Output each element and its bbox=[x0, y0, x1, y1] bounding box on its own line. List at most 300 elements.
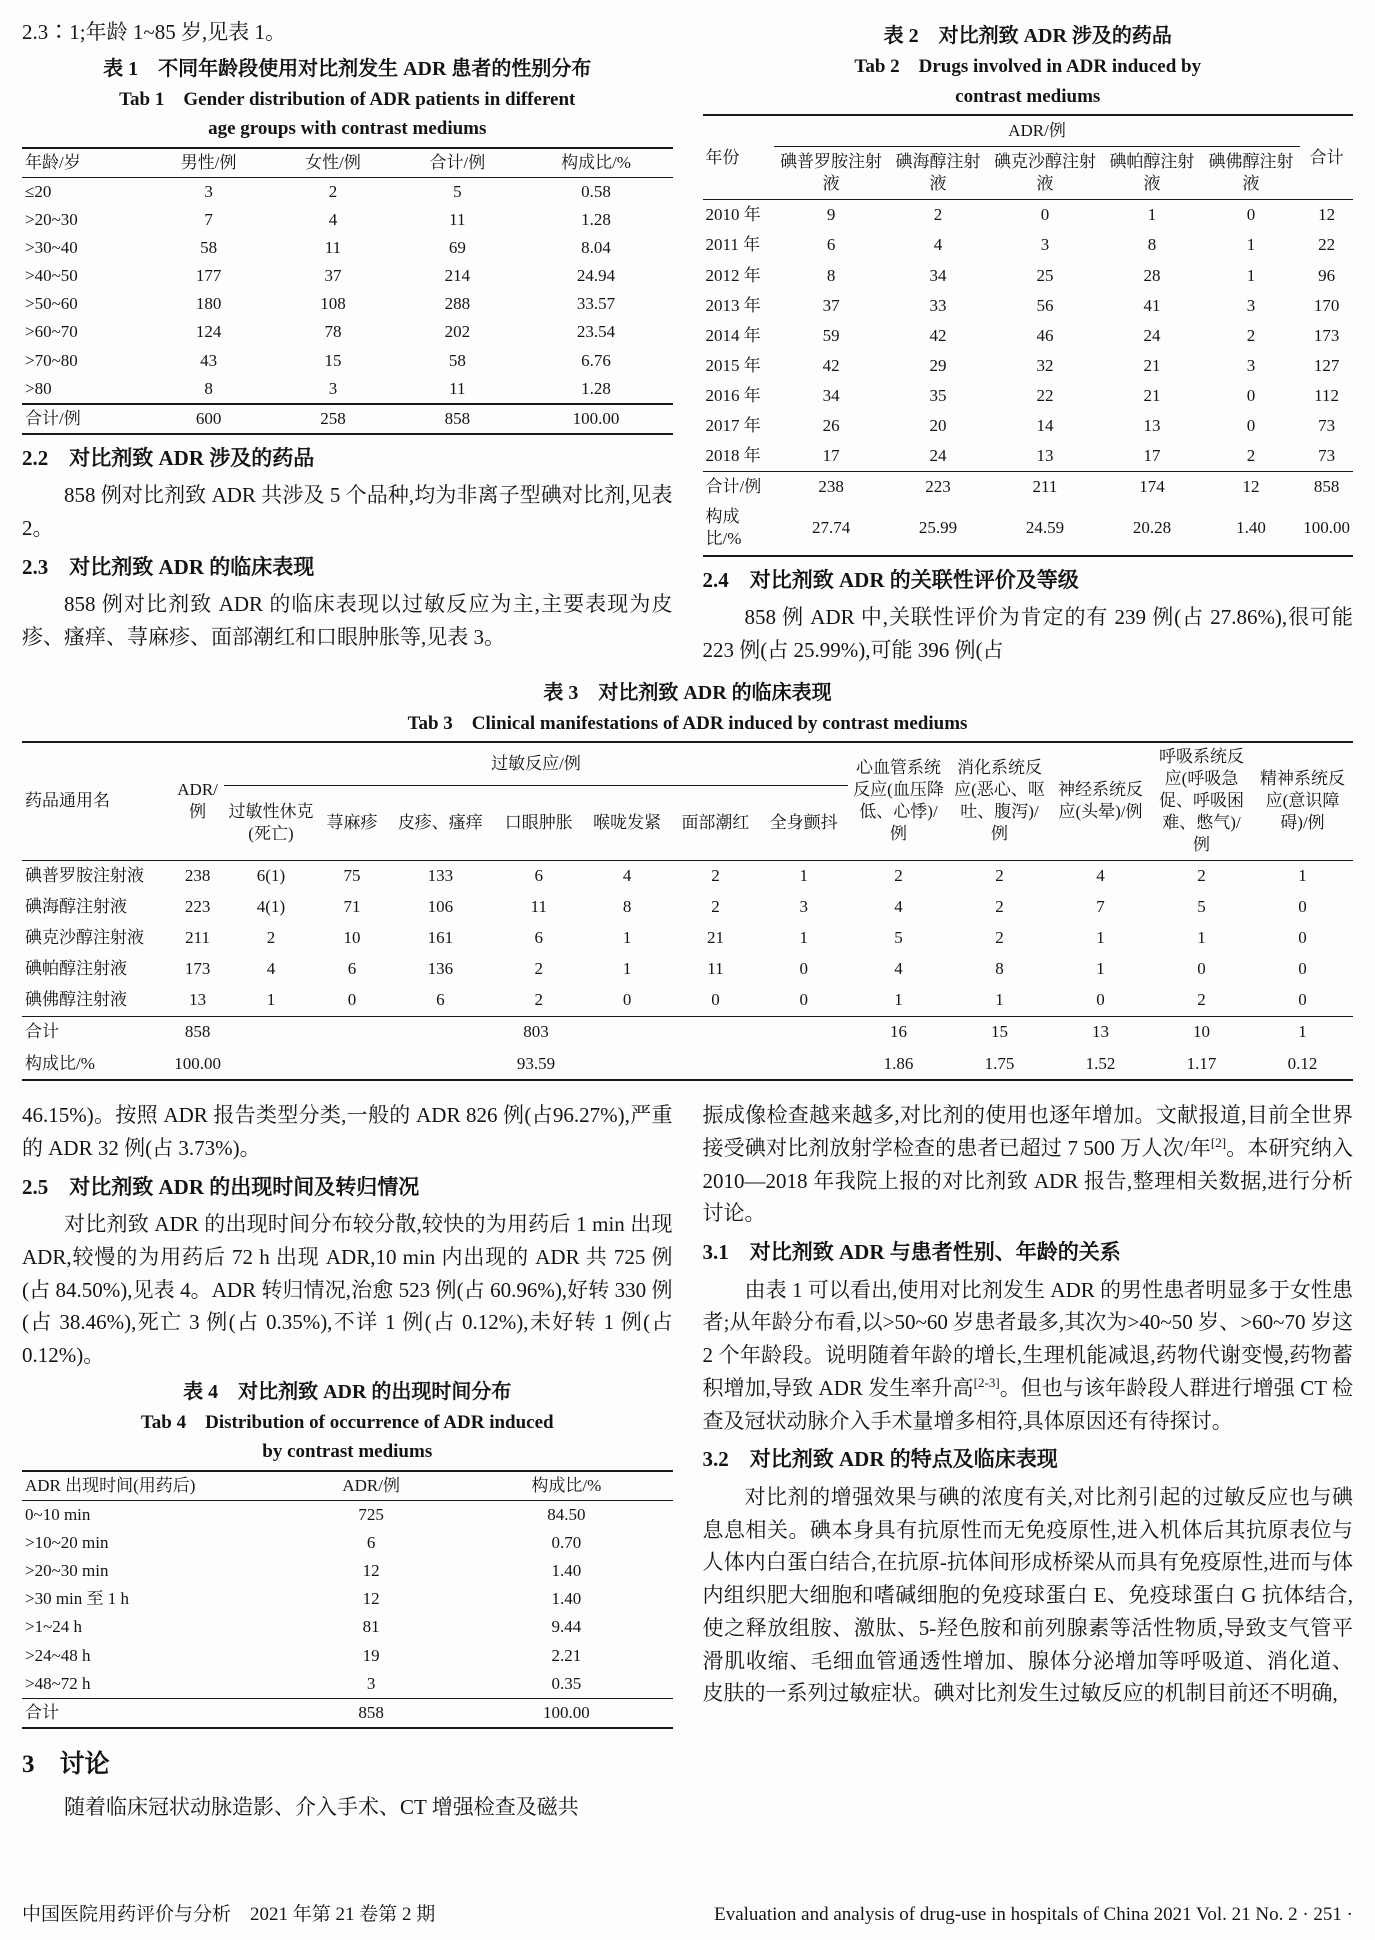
table-cell: 6 bbox=[534, 928, 544, 948]
table-row bbox=[22, 318, 673, 346]
table-cell: 42 bbox=[822, 355, 840, 375]
table-cell: 75 bbox=[318, 860, 386, 892]
table-cell: 合计/例 bbox=[703, 472, 774, 503]
table-cell: 6(1) bbox=[224, 860, 318, 892]
paragraph-text: 。但也与该年龄段人群进行增强 CT 检查及冠状动脉介入手术量增多相符,具体原因还有待探讨。 bbox=[702, 1375, 1353, 1433]
table-row bbox=[703, 147, 1354, 200]
table-cell: 108 bbox=[320, 294, 346, 314]
table-cell: 3 bbox=[799, 897, 809, 917]
table-cell: 2018 年 bbox=[705, 446, 761, 466]
heading-2-3: 2.3 对比剂致 ADR 的临床表现 bbox=[22, 554, 315, 579]
page-footer bbox=[22, 1889, 1353, 1926]
table-cell: 288 bbox=[444, 294, 471, 314]
table1-title-en-line2: age groups with contrast mediums bbox=[208, 118, 487, 140]
table-cell: 1.40 bbox=[551, 1589, 582, 1609]
table-cell: 10 bbox=[1151, 1016, 1252, 1048]
table-cell: 1 bbox=[622, 928, 632, 948]
table-cell: 13 bbox=[1036, 446, 1054, 466]
table-cell: 100.00 bbox=[460, 1698, 672, 1728]
table-cell: 7 bbox=[1096, 897, 1105, 917]
table-cell: 1 bbox=[266, 990, 276, 1010]
table-cell: 碘佛醇注射液 bbox=[25, 990, 127, 1010]
table-cell: 26 bbox=[822, 416, 840, 436]
table-cell: 858 bbox=[171, 1016, 224, 1048]
paragraph-2-2: 858 例对比剂致 ADR 共涉及 5 个品种,均为非离子型碘对比剂,见表 2。 bbox=[22, 483, 673, 541]
table-row bbox=[22, 1585, 673, 1613]
table-cell: 1 bbox=[1096, 928, 1105, 948]
table-row bbox=[703, 261, 1354, 291]
table-cell: 5 bbox=[894, 928, 903, 948]
table-cell: 13 bbox=[189, 990, 207, 1010]
table-cell: 161 bbox=[427, 928, 454, 948]
table-cell: 106 bbox=[427, 897, 454, 917]
table-cell: 93.59 bbox=[516, 1053, 556, 1073]
reference-marker: [2-3] bbox=[973, 1374, 1000, 1390]
table-header-cell: 心血管系统反应(血压降低、心悸)/例 bbox=[853, 758, 944, 844]
table-cell: 214 bbox=[444, 266, 471, 286]
table-cell: 0.35 bbox=[551, 1673, 582, 1693]
table-cell: 21 bbox=[1143, 355, 1161, 375]
table-cell: 223 bbox=[888, 472, 988, 503]
table-cell: 170 bbox=[1313, 295, 1340, 315]
paragraph-text: 。本研究纳入 2010—2018 年我院上报的对比剂致 ADR 报告,整理相关数据,进行分析讨论。 bbox=[702, 1135, 1353, 1226]
table-cell: 11 bbox=[707, 959, 724, 979]
table-cell: 211 bbox=[185, 928, 211, 948]
table-cell: 22 bbox=[1036, 385, 1054, 405]
table-header-cell: 口眼肿胀 bbox=[504, 812, 573, 832]
right-column-top bbox=[703, 16, 1354, 667]
table-cell: 8 bbox=[622, 897, 632, 917]
table-cell: 5 bbox=[1197, 897, 1206, 917]
table-cell: >80 bbox=[25, 378, 52, 398]
table-cell: 2 bbox=[848, 860, 949, 892]
table-cell: 8 bbox=[995, 959, 1004, 979]
heading-3-2: 3.2 对比剂致 ADR 的特点及临床表现 bbox=[702, 1447, 1058, 1472]
table-cell: 41 bbox=[1143, 295, 1161, 315]
table-header-cell: 荨麻疹 bbox=[326, 812, 378, 832]
table-header-cell: 呼吸系统反应(呼吸急促、呼吸困难、憋气)/例 bbox=[1159, 747, 1244, 855]
table-cell: 4 bbox=[266, 959, 276, 979]
table-row bbox=[703, 441, 1354, 472]
table-cell: 4 bbox=[1050, 860, 1151, 892]
table-cell: 25.99 bbox=[918, 518, 958, 538]
table-cell: ≤20 bbox=[22, 177, 146, 206]
table-header-cell: 过敏性休克(死亡) bbox=[228, 801, 314, 843]
table-cell: 78 bbox=[324, 322, 342, 342]
table-cell: 211 bbox=[988, 472, 1102, 503]
table-cell: >30 min 至 1 h bbox=[25, 1589, 130, 1609]
table-row bbox=[22, 923, 1353, 954]
table-cell: 238 bbox=[774, 472, 888, 503]
table-cell: 238 bbox=[171, 860, 224, 892]
paragraph-2-5: 对比剂致 ADR 的出现时间分布较分散,较快的为用药后 1 min 出现 ADR,较慢的为用药后 72 h 出现 ADR,10 min 内出现的 ADR 共 725 例(占 84.50%),见表 4。ADR 转归情况,治愈 523 例(占 60.96%),好转 330 例(占 38.46%),死亡 3 例(占 0.35%),不详 1 例(占 0.12%),未好转 1 例(占 0.12%)。 bbox=[22, 1212, 673, 1368]
table-row bbox=[703, 200, 1354, 231]
table-cell: 8 bbox=[1147, 235, 1157, 255]
table-header-cell: ADR 出现时间(用药后) bbox=[25, 1476, 196, 1496]
table-cell: 35 bbox=[929, 385, 947, 405]
table-cell: 100.00 bbox=[174, 1053, 221, 1073]
table-row bbox=[22, 234, 673, 262]
table-row bbox=[703, 115, 1354, 147]
table-cell: >24~48 h bbox=[25, 1645, 91, 1665]
table-cell: 133 bbox=[386, 860, 495, 892]
table-cell: 2 bbox=[1197, 990, 1206, 1010]
table-cell: 112 bbox=[1314, 385, 1340, 405]
table-header-cell: 构成比/% bbox=[531, 1476, 602, 1496]
table-cell: 碘帕醇注射液 bbox=[25, 959, 127, 979]
table-row bbox=[22, 262, 673, 290]
table-row bbox=[22, 1529, 673, 1557]
table-cell: 6 bbox=[495, 860, 583, 892]
table1-body bbox=[22, 177, 673, 433]
table-cell: 24.59 bbox=[1025, 518, 1065, 538]
table4-title-en-line2: by contrast mediums bbox=[262, 1441, 433, 1463]
table4-occurrence-time bbox=[22, 1470, 673, 1729]
table-cell: 0 bbox=[1298, 990, 1307, 1010]
table-cell: 2010 年 bbox=[703, 200, 774, 231]
table-cell: >50~60 bbox=[25, 294, 78, 314]
table-cell: 71 bbox=[343, 897, 361, 917]
table-cell: 8 bbox=[204, 378, 213, 398]
table-cell: 73 bbox=[1318, 416, 1336, 436]
table-cell: 4 bbox=[328, 210, 338, 230]
paragraph-text: 由表 1 可以看出,使用对比剂发生 ADR 的男性患者明显多于女性患者;从年龄分布看,以>50~60 岁患者最多,其次为>40~50 岁、>60~70 岁这 2 个年龄段。说明随着年龄的增长,生理机能减退,药物代谢变慢,药物蓄积增加,导致 ADR 发生率升高 bbox=[702, 1277, 1353, 1400]
table-cell: 2012 年 bbox=[705, 265, 761, 285]
table-cell: 34 bbox=[929, 265, 947, 285]
table2-title-cn: 表 2 对比剂致 ADR 涉及的药品 bbox=[883, 25, 1172, 47]
table-cell: 858 bbox=[282, 1698, 460, 1728]
table-cell: 173 bbox=[184, 959, 211, 979]
table-header-cell: 年龄/岁 bbox=[25, 152, 81, 172]
table-cell: 24 bbox=[929, 446, 947, 466]
table-cell: 23.54 bbox=[576, 322, 616, 342]
table-row bbox=[22, 1501, 673, 1530]
top-section bbox=[22, 16, 1353, 667]
table-cell: 4 bbox=[583, 860, 671, 892]
table-cell: 3 bbox=[146, 177, 270, 206]
table-cell: >20~30 bbox=[25, 210, 78, 230]
table-cell: 124 bbox=[195, 322, 222, 342]
paragraph-3-1 bbox=[703, 1274, 1354, 1438]
table-cell: 1 bbox=[799, 928, 809, 948]
paragraph-3-2: 对比剂的增强效果与碘的浓度有关,对比剂引起的过敏反应也与碘息息相关。碘本身具有抗原性而无免疫原性,进入机体后其抗原表位与人体内白蛋白结合,在抗原-抗体间形成桥梁从而具有免疫原性,进而与体内组织肥大细胞和嗜碱细胞的免疫球蛋白 E、免疫球蛋白 G 抗体结合,使之释放组胺、激肽、5-羟色胺和前列腺素等活性物质,导致支气管平滑肌收缩、毛细血管通透性增加、腺体分泌增加等呼吸道、消化道、皮肤的一系列过敏症状。碘对比剂发生过敏反应的机制目前还不明确, bbox=[702, 1484, 1353, 1706]
paragraph-2-4-continued: 46.15%)。按照 ADR 报告类型分类,一般的 ADR 826 例(占96.27%),严重的 ADR 32 例(占 3.73%)。 bbox=[22, 1103, 673, 1160]
table-row bbox=[703, 472, 1354, 503]
table-header-cell: 精神系统反应(意识障碍)/例 bbox=[1260, 769, 1345, 833]
table-row bbox=[22, 375, 673, 404]
table-cell: 7 bbox=[204, 210, 213, 230]
table-cell: 3 bbox=[328, 378, 338, 398]
table-cell: 2 bbox=[949, 860, 1050, 892]
table-cell: >70~80 bbox=[25, 350, 78, 370]
table-cell: 2011 年 bbox=[705, 235, 761, 255]
table-cell: 0 bbox=[1298, 897, 1307, 917]
table-cell: 2 bbox=[534, 990, 544, 1010]
table-row bbox=[22, 404, 673, 434]
table-row bbox=[703, 230, 1354, 260]
table-cell: 33.57 bbox=[576, 294, 616, 314]
table-cell: 725 bbox=[282, 1501, 460, 1530]
table-header-group-cell: 过敏反应/例 bbox=[224, 742, 848, 785]
table-row bbox=[22, 290, 673, 318]
table-cell: 58 bbox=[448, 350, 466, 370]
heading-2-5: 2.5 对比剂致 ADR 的出现时间及转归情况 bbox=[22, 1174, 420, 1199]
table-cell: 17 bbox=[1143, 446, 1161, 466]
table-cell: 12 bbox=[362, 1561, 380, 1581]
table3-clinical-manifestations bbox=[22, 741, 1353, 1081]
table-row bbox=[703, 381, 1354, 411]
table-row bbox=[22, 1016, 1353, 1048]
table-row bbox=[703, 502, 1354, 555]
table-cell: 22 bbox=[1318, 235, 1336, 255]
table-header-cell: 男性/例 bbox=[180, 152, 237, 172]
table-cell: 600 bbox=[146, 404, 270, 434]
table-cell: 4 bbox=[894, 897, 903, 917]
table-cell: 0 bbox=[799, 990, 809, 1010]
table-cell: 6.76 bbox=[581, 350, 611, 370]
intro-line: 2.3∶1;年龄 1~85 岁,见表 1。 bbox=[22, 20, 286, 44]
table-row bbox=[22, 177, 673, 206]
table-row bbox=[22, 148, 673, 178]
table-cell: 构成比/% bbox=[25, 1053, 95, 1073]
table-cell: 43 bbox=[200, 350, 218, 370]
table-cell: 1 bbox=[894, 990, 903, 1010]
table-cell: 4 bbox=[933, 235, 943, 255]
table-cell: 2 bbox=[271, 177, 395, 206]
table-cell: 25 bbox=[1036, 265, 1054, 285]
table-cell: 21 bbox=[706, 928, 724, 948]
table-cell: 33 bbox=[929, 295, 947, 315]
paragraph-text: 振成像检查越来越多,对比剂的使用也逐年增加。文献报道,目前全世界接受碘对比剂放射学检查的患者已超过 7 500 万人次/年 bbox=[702, 1103, 1353, 1160]
table-header-cell: 合计 bbox=[1309, 147, 1344, 167]
table-cell: 2 bbox=[266, 928, 276, 948]
table4-title-en-line1: Tab 4 Distribution of occurrence of ADR induced bbox=[140, 1411, 554, 1433]
table-cell: 0.12 bbox=[1287, 1053, 1318, 1073]
table-cell: 1.17 bbox=[1186, 1053, 1217, 1073]
left-column-bottom bbox=[22, 1099, 673, 1824]
table-cell: 202 bbox=[444, 322, 471, 342]
table-cell: 2017 年 bbox=[705, 416, 761, 436]
table-row bbox=[22, 347, 673, 375]
paragraph-2-3: 858 例对比剂致 ADR 的临床表现以过敏反应为主,主要表现为皮疹、瘙痒、荨麻疹、面部潮红和口眼肿胀等,见表 3。 bbox=[22, 592, 673, 650]
table-header-cell: 神经系统反应(头晕)/例 bbox=[1058, 780, 1143, 822]
table4-title-cn: 表 4 对比剂致 ADR 的出现时间分布 bbox=[183, 1380, 512, 1403]
table-cell: >60~70 bbox=[25, 322, 78, 342]
table-cell: 177 bbox=[195, 266, 222, 286]
left-column-top bbox=[22, 16, 673, 667]
table-cell: 1.75 bbox=[984, 1053, 1015, 1073]
table-cell: 11 bbox=[449, 210, 466, 230]
table-cell: 2 bbox=[995, 897, 1004, 917]
table-cell: 2 bbox=[1151, 860, 1252, 892]
table-cell: 13 bbox=[1143, 416, 1161, 436]
table-cell: 2 bbox=[1246, 325, 1256, 345]
heading-2-2: 2.2 对比剂致 ADR 涉及的药品 bbox=[22, 445, 315, 470]
table-cell: 0 bbox=[711, 990, 720, 1010]
table-header-cell: 全身颤抖 bbox=[769, 812, 838, 832]
table-row bbox=[22, 1670, 673, 1699]
table-cell: 3 bbox=[366, 1673, 376, 1693]
table-cell: 2 bbox=[711, 897, 720, 917]
table-cell: 1 bbox=[1252, 860, 1353, 892]
table-row bbox=[22, 1613, 673, 1641]
paragraph-2-4: 858 例 ADR 中,关联性评价为肯定的有 239 例(占 27.86%),很可能 223 例(占 25.99%),可能 396 例(占 bbox=[702, 605, 1353, 662]
table-cell: 1 bbox=[1096, 959, 1105, 979]
table-cell: 858 bbox=[395, 404, 519, 434]
table-cell: 2 bbox=[534, 959, 544, 979]
table-cell: 12 bbox=[362, 1589, 380, 1609]
table-header-cell: 碘普罗胺注射液 bbox=[780, 152, 883, 194]
table-cell: 11 bbox=[324, 238, 342, 258]
table-cell: 24 bbox=[1143, 325, 1161, 345]
table-cell: 28 bbox=[1143, 265, 1161, 285]
table-cell: 173 bbox=[1313, 325, 1340, 345]
table-row bbox=[703, 291, 1354, 321]
table-cell: 4 bbox=[894, 959, 903, 979]
table-cell: 4(1) bbox=[256, 897, 286, 917]
table-header-cell: 皮疹、瘙痒 bbox=[397, 812, 483, 832]
table-cell: 803 bbox=[224, 1016, 848, 1048]
table-row bbox=[22, 1642, 673, 1670]
right-column-bottom bbox=[703, 1099, 1354, 1824]
table-row bbox=[703, 411, 1354, 441]
table-header-cell: 喉咙发紧 bbox=[593, 812, 662, 832]
table-cell: 69 bbox=[448, 238, 466, 258]
table-cell: 100.00 bbox=[1303, 518, 1350, 538]
table-cell: 9.44 bbox=[551, 1617, 582, 1637]
table-cell: 0 bbox=[1298, 928, 1307, 948]
table-cell: 1 bbox=[760, 860, 848, 892]
table-cell: 127 bbox=[1313, 355, 1340, 375]
table-cell: 1.52 bbox=[1085, 1053, 1116, 1073]
table2-title-en-line1: Tab 2 Drugs involved in ADR induced by bbox=[854, 56, 1202, 77]
table-cell: 32 bbox=[1036, 355, 1054, 375]
paragraph-3-continued bbox=[703, 1099, 1354, 1230]
table-cell: 20.28 bbox=[1132, 518, 1172, 538]
table-row bbox=[22, 985, 1353, 1017]
table-header-group-cell: ADR/例 bbox=[774, 115, 1300, 147]
table-cell: 6 bbox=[366, 1533, 376, 1553]
table-cell: 96 bbox=[1318, 265, 1336, 285]
table-cell: 15 bbox=[949, 1016, 1050, 1048]
table-cell: 合计 bbox=[22, 1698, 282, 1728]
table-cell: 1.86 bbox=[883, 1053, 914, 1073]
table-row bbox=[22, 954, 1353, 985]
table-row bbox=[703, 321, 1354, 351]
table-cell: 81 bbox=[362, 1617, 380, 1637]
table-cell: 0~10 min bbox=[22, 1501, 282, 1530]
table-cell: 29 bbox=[929, 355, 947, 375]
table-row bbox=[22, 1048, 1353, 1080]
table-cell: 6 bbox=[436, 990, 445, 1010]
table-cell: >30~40 bbox=[25, 238, 78, 258]
table-cell: 136 bbox=[427, 959, 454, 979]
table-cell: 3 bbox=[1246, 355, 1256, 375]
table-cell: 0 bbox=[799, 959, 809, 979]
table-cell: 0 bbox=[1096, 990, 1105, 1010]
table-cell: 27.74 bbox=[811, 518, 851, 538]
table-cell: 6 bbox=[826, 235, 836, 255]
table2-body bbox=[703, 200, 1354, 556]
table-cell: 11 bbox=[449, 378, 466, 398]
table-cell: 1 bbox=[1246, 235, 1256, 255]
table-cell: 8.04 bbox=[581, 238, 611, 258]
table-cell: 碘海醇注射液 bbox=[25, 897, 127, 917]
table-cell: 1 bbox=[1102, 200, 1202, 231]
table-row bbox=[22, 206, 673, 234]
table-cell: 20 bbox=[929, 416, 947, 436]
table-cell: 3 bbox=[1246, 295, 1256, 315]
table3-section bbox=[22, 673, 1353, 1090]
heading-3-1: 3.1 对比剂致 ADR 与患者性别、年龄的关系 bbox=[702, 1240, 1121, 1265]
table-cell: 0 bbox=[988, 200, 1102, 231]
table3-title-en: Tab 3 Clinical manifestations of ADR induced by contrast mediums bbox=[407, 712, 968, 734]
table-cell: 56 bbox=[1036, 295, 1054, 315]
table-cell: 42 bbox=[929, 325, 947, 345]
table-row bbox=[22, 1471, 673, 1501]
table4-header bbox=[22, 1471, 673, 1501]
table2-title-en-line2: contrast mediums bbox=[955, 85, 1101, 107]
table-header-cell: 碘帕醇注射液 bbox=[1109, 152, 1195, 194]
table-cell: 0 bbox=[622, 990, 632, 1010]
table-header-cell: ADR/例 bbox=[342, 1476, 400, 1496]
table3-title-cn: 表 3 对比剂致 ADR 的临床表现 bbox=[543, 681, 832, 704]
table-cell: 合计/例 bbox=[22, 404, 146, 434]
table-cell: 84.50 bbox=[460, 1501, 672, 1530]
table-cell: 37 bbox=[324, 266, 342, 286]
table-row bbox=[22, 742, 1353, 785]
table-cell: 5 bbox=[395, 177, 519, 206]
table-cell: 11 bbox=[530, 897, 547, 917]
table-cell: >1~24 h bbox=[25, 1617, 83, 1637]
table-cell: 1.28 bbox=[581, 378, 611, 398]
reference-marker: [2] bbox=[1210, 1134, 1227, 1150]
table-cell: 46 bbox=[1036, 325, 1054, 345]
table-cell: 0 bbox=[1298, 959, 1307, 979]
table-cell: 13 bbox=[1050, 1016, 1151, 1048]
table-cell: 2016 年 bbox=[705, 385, 761, 405]
table-cell: 24.94 bbox=[576, 266, 616, 286]
table-header-cell: 消化系统反应(恶心、呕吐、腹泻)/例 bbox=[954, 758, 1045, 844]
table-row bbox=[22, 1698, 673, 1728]
table-cell: 223 bbox=[184, 897, 211, 917]
table1-gender-distribution bbox=[22, 147, 673, 435]
table-header-cell: 构成比/% bbox=[561, 152, 631, 172]
table-cell: >20~30 min bbox=[25, 1561, 109, 1581]
table-cell: 58 bbox=[200, 238, 218, 258]
table1-title-en-line1: Tab 1 Gender distribution of ADR patients in different bbox=[119, 88, 576, 110]
table-cell: 1 bbox=[622, 959, 632, 979]
table-cell: 2015 年 bbox=[705, 355, 761, 375]
table-cell: 2 bbox=[1246, 446, 1256, 466]
table3-body bbox=[22, 860, 1353, 1080]
paragraph-3: 随着临床冠状动脉造影、介入手术、CT 增强检查及磁共 bbox=[64, 1795, 579, 1820]
table-cell: 100.00 bbox=[520, 404, 673, 434]
table-cell: 19 bbox=[362, 1645, 380, 1665]
table-cell: 2 bbox=[995, 928, 1004, 948]
table-cell: 0 bbox=[1197, 959, 1206, 979]
table1-header bbox=[22, 148, 673, 178]
table-header-cell: 女性/例 bbox=[305, 152, 361, 172]
table-cell: 合计 bbox=[22, 1016, 171, 1048]
table-header-cell: 药品通用名 bbox=[25, 791, 110, 811]
table-cell: 0.70 bbox=[551, 1533, 582, 1553]
table-cell: 1.40 bbox=[551, 1561, 582, 1581]
table-cell: >48~72 h bbox=[25, 1673, 91, 1693]
table-cell: 12 bbox=[1202, 472, 1300, 503]
table-header-cell: 碘海醇注射液 bbox=[895, 152, 981, 194]
table-cell: 14 bbox=[1036, 416, 1054, 436]
